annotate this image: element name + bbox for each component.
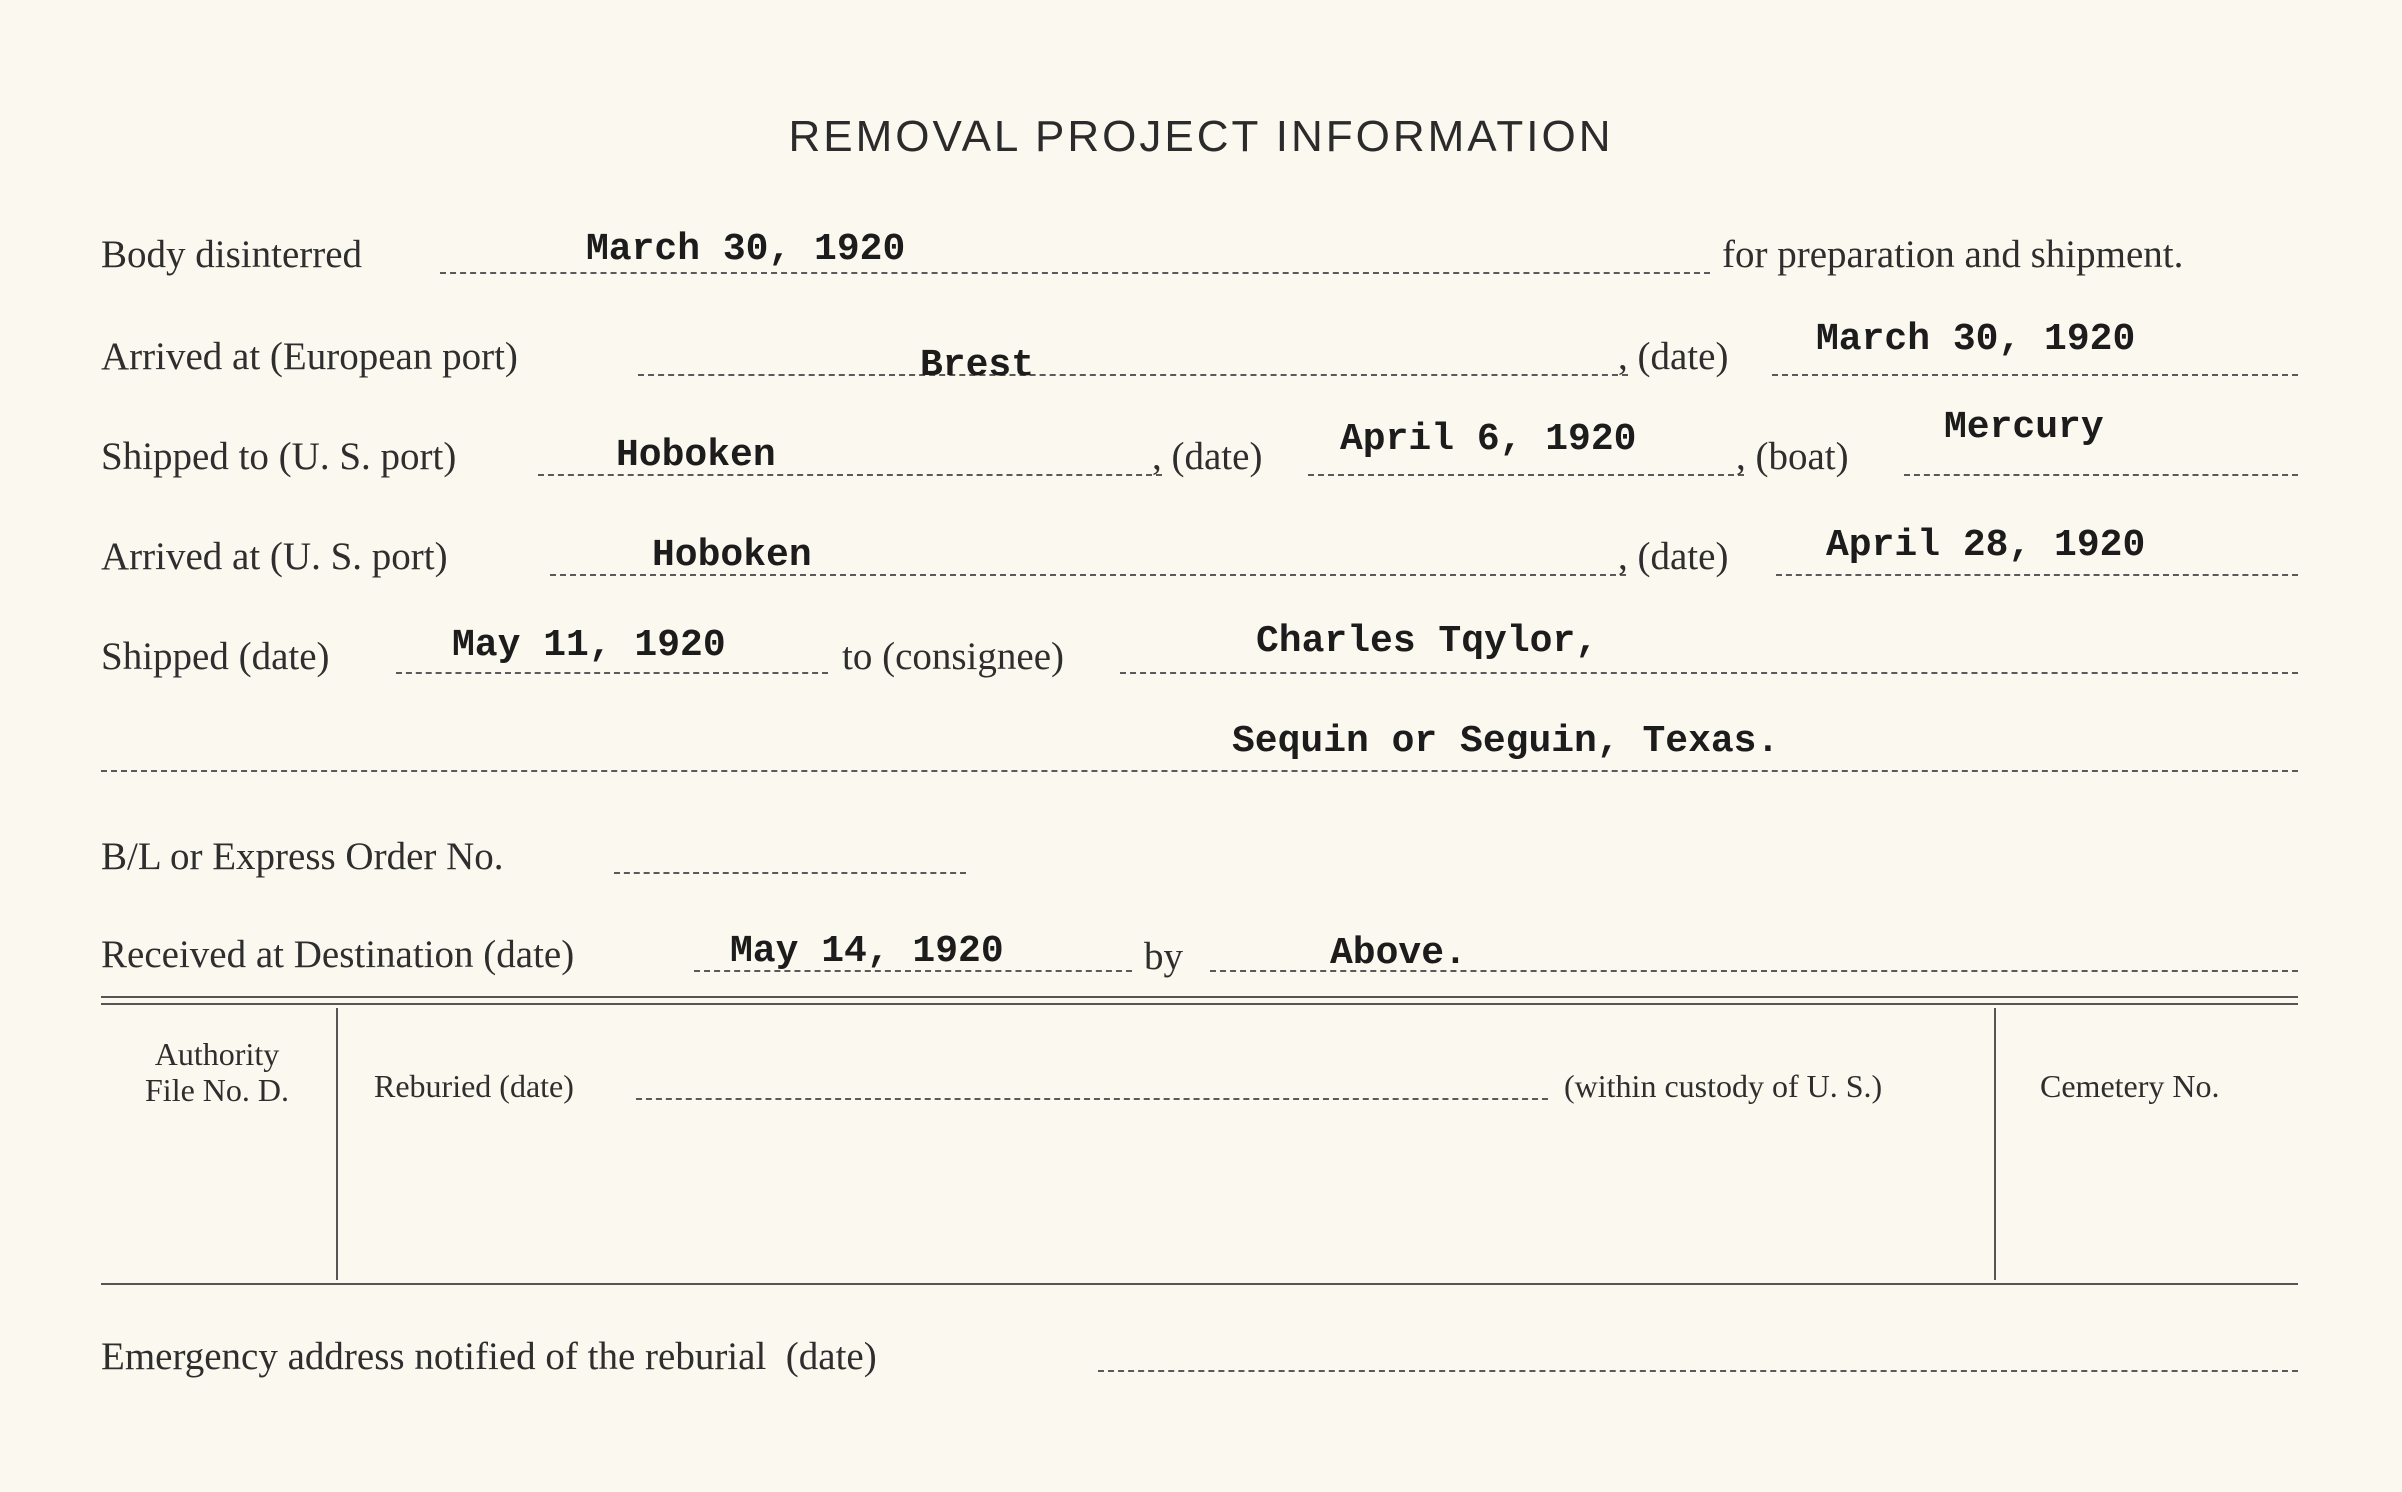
emergency-line — [1098, 1370, 2298, 1372]
bl-label: B/L or Express Order No. — [101, 835, 504, 878]
box-bottom-rule — [101, 1283, 2298, 1285]
disinterred-suffix: for preparation and shipment. — [1722, 233, 2184, 276]
shipped-date-value: May 11, 1920 — [452, 624, 726, 667]
disinterred-date: March 30, 1920 — [586, 228, 906, 271]
custody-label: (within custody of U. S.) — [1564, 1068, 1883, 1104]
received-date-value: May 14, 1920 — [730, 930, 1004, 973]
box-top-rule-2 — [101, 1003, 2298, 1005]
arrived-us-date-value: April 28, 1920 — [1826, 524, 2146, 567]
emergency-label: Emergency address notified of the reburial (date) — [101, 1335, 877, 1378]
european-port-value: Brest — [920, 344, 1035, 387]
reburied-label: Reburied (date) — [374, 1068, 574, 1104]
shipped-date-line — [396, 672, 828, 674]
card-title: REMOVAL PROJECT INFORMATION — [788, 112, 1614, 161]
european-port-label: Arrived at (European port) — [101, 335, 518, 378]
box-divider-left — [336, 1008, 338, 1280]
european-date-line — [1772, 374, 2298, 376]
shipped-us-date-label: , (date) — [1152, 435, 1263, 478]
bl-line — [614, 872, 966, 874]
disinterred-line — [440, 272, 1710, 274]
shipped-us-date-line — [1308, 474, 1744, 476]
shipped-date-label: Shipped (date) — [101, 635, 330, 678]
authority-line1: Authority — [154, 1036, 280, 1072]
received-label: Received at Destination (date) — [101, 933, 575, 976]
european-date-label: , (date) — [1618, 335, 1729, 378]
arrived-us-date-label: , (date) — [1618, 535, 1729, 578]
arrived-us-date-line — [1776, 574, 2298, 576]
consignee-line — [1120, 672, 2298, 674]
received-by-value: Above. — [1330, 932, 1467, 975]
cemetery-label: Cemetery No. — [2040, 1068, 2220, 1104]
shipped-us-boat-value: Mercury — [1944, 406, 2104, 449]
shipped-us-date-value: April 6, 1920 — [1340, 418, 1637, 461]
consignee-address: Sequin or Seguin, Texas. — [1232, 720, 1780, 763]
shipped-us-boat-line — [1904, 474, 2298, 476]
consignee-address-line — [101, 770, 2298, 772]
reburied-line — [636, 1098, 1548, 1100]
received-by-label: by — [1144, 935, 1183, 978]
shipped-us-label: Shipped to (U. S. port) — [101, 435, 457, 478]
consignee-name: Charles Tqylor, — [1256, 620, 1599, 663]
european-date-value: March 30, 1920 — [1816, 318, 2136, 361]
authority-line2: File No. D. — [145, 1072, 289, 1108]
box-divider-right — [1994, 1008, 1996, 1280]
box-top-rule-1 — [101, 996, 2298, 998]
consignee-label: to (consignee) — [842, 635, 1065, 678]
authority-label — [112, 1036, 322, 1108]
arrived-us-label: Arrived at (U. S. port) — [101, 535, 448, 578]
shipped-us-port-value: Hoboken — [616, 434, 776, 477]
european-port-line — [638, 374, 1628, 376]
disinterred-label: Body disinterred — [101, 233, 363, 276]
arrived-us-port-value: Hoboken — [652, 534, 812, 577]
shipped-us-boat-label: , (boat) — [1736, 435, 1849, 478]
